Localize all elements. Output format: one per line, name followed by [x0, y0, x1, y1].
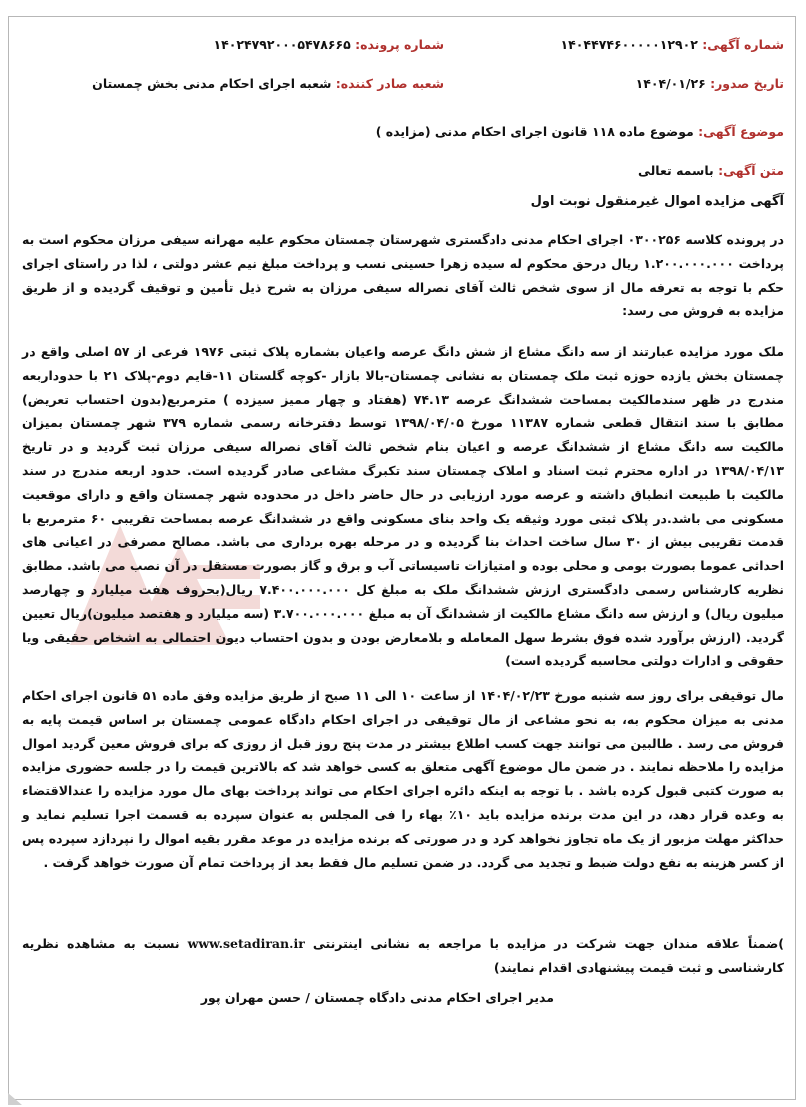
issuer-value: شعبه اجرای احکام مدنی بخش چمستان — [92, 76, 332, 91]
paragraph-property — [22, 340, 784, 673]
subject-label: موضوع آگهی: — [698, 124, 784, 139]
ad-number-value: ۱۴۰۴۴۷۴۶۰۰۰۰۰۱۲۹۰۲ — [560, 37, 698, 52]
issue-date-value: ۱۴۰۴/۰۱/۲۶ — [635, 76, 706, 91]
body-label: متن آگهی: — [718, 163, 784, 178]
issue-date-row — [636, 76, 784, 91]
subject-value: موضوع ماده ۱۱۸ قانون اجرای احکام مدنی (مزایده ) — [375, 124, 694, 139]
paragraph-website — [22, 932, 784, 980]
paragraph-text: در پرونده کلاسه ۰۳۰۰۲۵۶ اجرای احکام مدنی دادگستری شهرستان چمستان محکوم علیه مهرانه سیفی مرزان محکوم است به پرداخت ۱.۲۰۰.۰۰۰.۰۰۰ ریال درحق محکوم له سیده زهرا حسینی نسب و پرداخت مبلغ نیم عشر دولتی ، لذا در راستای اجرای حکم با توجه به تعرفه مال از سوی شخص ثالث آقای نصراله سیفی مرزان به شرح ذیل تأمین و توقیف گردیده و از طریق مزایده به فروش می رسد: — [22, 232, 784, 319]
case-number-row — [213, 37, 444, 52]
body-title-row — [638, 163, 784, 178]
issuer-label: شعبه صادر کننده: — [335, 76, 444, 91]
bismillah: باسمه تعالی — [637, 163, 714, 178]
signature: مدیر اجرای احکام مدنی دادگاه چمستان / حسن مهران پور — [200, 990, 554, 1005]
ad-number-label: شماره آگهی: — [702, 37, 784, 52]
subject-row — [376, 124, 784, 139]
ad-number-row — [561, 37, 784, 52]
issuer-row — [92, 76, 444, 91]
paragraph-text: ملک مورد مزایده عبارتند از سه دانگ مشاع از شش دانگ عرصه واعیان بشماره پلاک ثبتی ۱۹۷۶ فرعی از ۵۷ اصلی واقع در چمستان بخش یازده حوزه ثبت ملک چمستان به نشانی چمستان-بالا بازار -کوچه گلستان ۱۱-قایم دوم-پلاک ۲۱ با حدوداربعه مندرج در ظهر سندمالکیت بمساحت ششدانگ عرصه ۷۴.۱۳ (هفتاد و چهار ممیز سیزده ) مترمربع(بدون احتساب تعریض) مطابق با سند انتقال قطعی شماره ۱۱۳۸۷ مورخ ۱۳۹۸/۰۴/۰۵ توسط دفترخانه رسمی شماره ۳۷۹ شهر چمستان بمیزان مالکیت سه دانگ مشاع از ششدانگ عرصه و اعیان بنام شخص ثالث آقای نصراله سیفی مرزان ثبت گردید و در تاریخ ۱۳۹۸/۰۴/۱۳ در اداره محترم ثبت اسناد و املاک چمستان سند تکبرگ مشاعی صادر گردیده است. حدود اربعه مندرج در سند مالکیت با طبیعت انطباق داشته و عرصه مورد ارزیابی در حال حاضر داخل در محدوده شهر چمستان واقع و دارای موقعیت مسکونی می باشد.در پلاک ثبتی مورد وثیقه یک واحد بنای مسکونی واقع در ششدانگ عرصه بمساحت تقریبی ۶۰ مترمربع با قدمت تقریبی بیش از ۳۰ سال ساخت احداث بنا گردیده و در مرحله بهره برداری می باشد. مصالح مصرفی در اعیانی های احداثی عموما بصورت بومی و محلی بوده و امتیازات تاسیساتی آب و برق و گاز بصورت مستقل در آن نصب می باشد. مطابق نظریه کارشناس رسمی دادگستری ارزش ششدانگ ملک به مبلغ کل ۷.۴۰۰.۰۰۰.۰۰۰ ریال(بحروف هفت میلیارد و چهارصد میلیون ریال) و ارزش سه دانگ مشاع مالکیت از ششدانگ آن به مبلغ ۳.۷۰۰.۰۰۰.۰۰۰ (سه میلیارد و هفتصد میلیون)ریال تعیین گردید. (ارزش برآورد شده فوق بشرط سهل المعامله و بلامعارض بودن و بدون احتساب دیون احتمالی به اشخاص حقیقی ویا حقوقی و ادارات دولتی محاسبه گردیده است) — [22, 344, 785, 669]
website-link[interactable]: www.setadiran.ir — [187, 936, 305, 951]
website-pre-text: )ضمناً علاقه مندان جهت شرکت در مزایده با مراجعه به نشانی اینترنتی — [304, 936, 784, 951]
notice-heading: آگهی مزایده اموال غیرمنقول نوبت اول — [530, 194, 784, 209]
website-post-text: نسبت به مشاهده نظریه کارشناسی و ثبت قیمت پیشنهادی اقدام نمایند) — [22, 936, 784, 975]
case-number-label: شماره پرونده: — [355, 37, 444, 52]
issue-date-label: تاریخ صدور: — [710, 76, 784, 91]
paragraph-auction — [22, 684, 784, 874]
paragraph-text: مال توقیفی برای روز سه شنبه مورخ ۱۴۰۴/۰۲/۲۳ از ساعت ۱۰ الی ۱۱ صبح از طریق مزایده وفق ماده ۵۱ قانون اجرای احکام مدنی به میزان محکوم به، به نحو مشاعی از مال توقیفی در اجرای احکام دادگاه عمومی چمستان بر اساس قیمت پایه به فروش می رسد . طالبین می توانند جهت کسب اطلاع بیشتر در مدت پنج روز قبل از روزی که برای فروش معین گردید اموال مزایده را ملاحظه نمایند . در ضمن مال موضوع آگهی متعلق به کسی خواهد شد که بالاترین قیمت را در جلسه حضوری مزایده به صورت کتبی قبول کرده باشد . با توجه به اینکه دائره اجرای احکام می تواند پرداخت بهای مال مورد مزایده را عندالاقتضاء به وعده قرار دهد، در این مدت برنده مزایده باید ۱۰٪ بهاء را فی المجلس به عنوان سپرده به قسمت اجرا تسلیم نماید و حداکثر مهلت مزبور از یک ماه تجاوز نخواهد کرد و در صورتی که برنده مزایده در موعد مقرر بقیه اموال را نپردازد سپرده پس از کسر هزینه به نفع دولت ضبط و تجدید می گردد. در ضمن تسلیم مال فقط بعد از پرداخت تمام آن صورت خواهد گرفت . — [22, 688, 784, 870]
case-number-value: ۱۴۰۲۴۷۹۲۰۰۰۵۴۷۸۶۶۵ — [213, 37, 351, 52]
paragraph-case — [22, 228, 784, 323]
